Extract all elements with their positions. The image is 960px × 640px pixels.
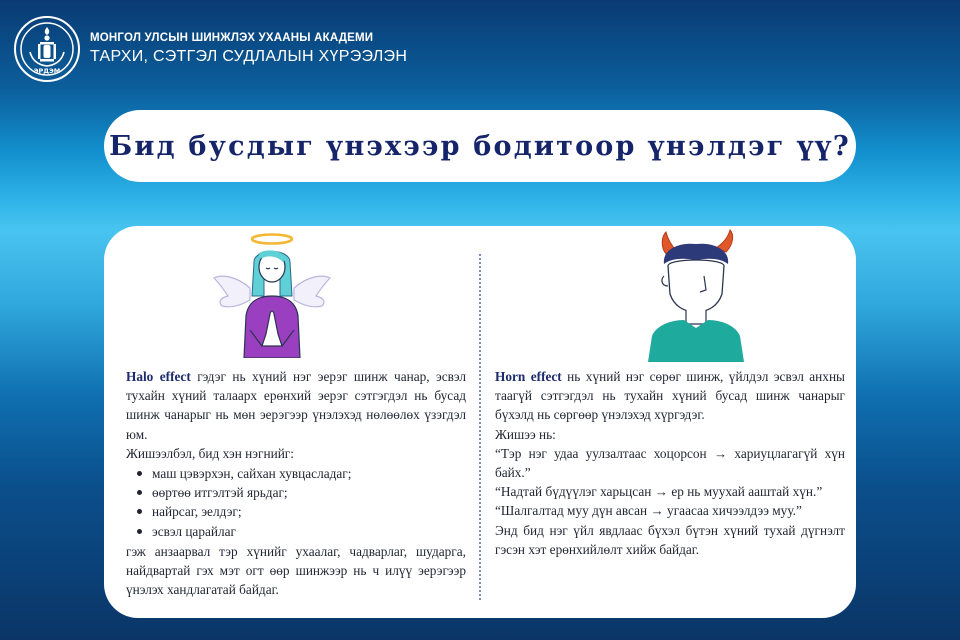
- horn-conclusion: Энд бид нэг үйл явдлаас бүхэл бүтэн хүний тухай дүгнэлт гэсэн хэт ерөнхийлөлт хийж байдаг.: [495, 522, 845, 557]
- list-item: маш цэвэрхэн, сайхан хувцасладаг;: [136, 464, 466, 483]
- horn-example-lead: Жишээ нь:: [495, 426, 556, 442]
- academy-logo: [14, 16, 80, 82]
- title-banner: [104, 110, 856, 182]
- list-item: найрсаг, эелдэг;: [136, 502, 466, 521]
- halo-example-lead: Жишээлбэл, бид хэн нэгнийг:: [126, 445, 294, 461]
- institution-line1: МОНГОЛ УЛСЫН ШИНЖЛЭХ УХААНЫ АКАДЕМИ: [90, 32, 374, 44]
- institution-name: [90, 32, 407, 66]
- horn-example-1: “Тэр нэг удаа уулзалтаас хоцорсон → хариуцлагагүй хүн байх.”: [495, 445, 845, 481]
- list-item: эсвэл царайлаг: [136, 522, 466, 541]
- horn-term: Horn effect: [495, 369, 562, 384]
- halo-intro-paragraph: [126, 367, 466, 444]
- column-divider: [479, 254, 481, 600]
- horn-effect-column: [495, 367, 845, 559]
- header: [14, 14, 407, 84]
- page-title: Бид бусдыг үнэхээр бодитоор үнэлдэг үү?: [109, 130, 851, 162]
- content-card: [104, 226, 856, 618]
- horn-intro-paragraph: [495, 367, 845, 425]
- halo-conclusion: гэж анзаарвал тэр хүнийг ухаалаг, чадварлаг, шударга, найдвартай гэх мэт огт өөр шинжээр нь ч илүү эерэгээр үнэлэх хандлагатай байдаг.: [126, 543, 466, 598]
- institution-line2: ТАРХИ, СЭТГЭЛ СУДЛАЛЫН ХҮРЭЭЛЭН: [90, 48, 408, 65]
- halo-term: Halo effect: [126, 369, 191, 384]
- horn-intro-text: нь хүний нэг сөрөг шинж, үйлдэл эсвэл анхны таагүй сэтгэгдэл нь тухайн хүний бусад шинж чанарыг бүхэлд нь сөргөөр үнэлэхэд хүргэдэг.: [495, 369, 845, 423]
- angel-halo-person-icon: [210, 230, 334, 358]
- person-with-horns-icon: [634, 228, 764, 362]
- list-item: өөртөө итгэлтэй ярьдаг;: [136, 483, 466, 502]
- academy-emblem-icon: [16, 18, 78, 80]
- halo-bullet-list: [136, 464, 466, 541]
- halo-intro-text: гэдэг нь хүний нэг эерэг шинж чанар, эсвэл тухайн хүний талаарх ерөнхий эерэг сэтгэгдэл нь бусад шинж чанарыг нь мөн эерэгээр үнэлэхэд нөлөөлөх үзэгдэл юм.: [126, 369, 466, 442]
- logo-text: ЭРДЭМ: [33, 67, 61, 75]
- horn-example-2: “Надтай бүдүүлэг харьцсан → ер нь муухай ааштай хүн.”: [495, 484, 823, 500]
- halo-effect-column: [126, 367, 466, 599]
- horn-example-3: “Шалгалтад муу дүн авсан → угаасаа хичээлдээ муу.”: [495, 503, 802, 519]
